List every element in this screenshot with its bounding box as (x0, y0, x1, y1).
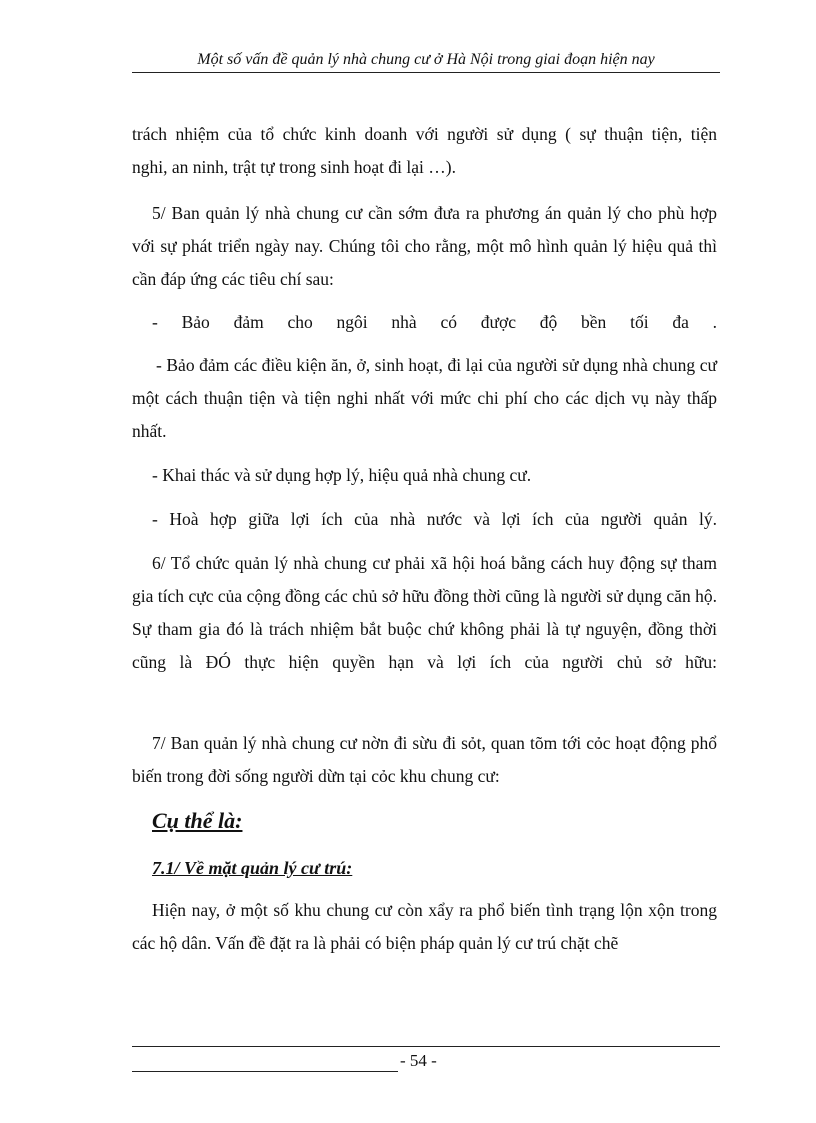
footer-rule (132, 1046, 720, 1047)
paragraph-item-5: 5/ Ban quản lý nhà chung cư cần sớm đưa ra phương án quản lý cho phù hợp với sự phát triển ngày nay. Chúng tôi cho rằng, một mô hình quản lý hiệu quả thì cần đáp ứng các tiêu chí sau: (132, 203, 717, 289)
bullet-exploitation: - Khai thác và sử dụng hợp lý, hiệu quả nhà chung cư. (152, 465, 532, 485)
bullet-durability: - Bảo đảm cho ngôi nhà có được độ bền tối đa . (152, 312, 717, 332)
header-rule (132, 72, 720, 73)
paragraph-item-7: 7/ Ban quản lý nhà chung cư nờn đi sừu đi sỏt, quan tõm tới cỏc hoạt động phổ biến trong đời sống người dừn tại cỏc khu chung cư: (132, 733, 717, 786)
page-number: - 54 - (400, 1051, 437, 1070)
heading-residence-management: 7.1/ Về mặt quản lý cư trú: (152, 858, 353, 878)
paragraph-residence: Hiện nay, ở một số khu chung cư còn xẩy ra phổ biến tình trạng lộn xộn trong các hộ dân. Vấn đề đặt ra là phải có biện pháp quản lý cư trú chặt chẽ (132, 900, 717, 953)
bullet-harmony: - Hoà hợp giữa lợi ích của nhà nước và lợi ích của người quản lý. (152, 509, 717, 529)
bullet-living-conditions: - Bảo đảm các điều kiện ăn, ở, sinh hoạt, đi lại của người sử dụng nhà chung cư một cách thuận tiện và tiện nghi nhất với mức chi phí cho các dịch vụ này thấp nhất. (132, 355, 717, 441)
paragraph-continuation-line-1: trách nhiệm của tổ chức kinh doanh với người sử dụng ( sự thuận tiện, tiện (132, 124, 717, 144)
heading-specifically: Cụ thể là: (152, 808, 243, 833)
paragraph-item-6: 6/ Tổ chức quản lý nhà chung cư phải xã hội hoá bằng cách huy động sự tham gia tích cực của cộng đồng các chủ sở hữu đồng thời cũng là người sử dụng căn hộ. Sự tham gia đó là trách nhiệm bắt buộc chứ không phải là tự nguyện, đồng thời cũng là ĐÓ thực hiện quyền hạn và lợi ích của người chủ sở hữu: (132, 553, 717, 672)
footer-rule-short (132, 1071, 398, 1072)
paragraph-continuation-line-2: nghi, an ninh, trật tự trong sinh hoạt đi lại …). (132, 157, 456, 177)
header-title: Một số vấn đề quản lý nhà chung cư ở Hà Nội trong giai đoạn hiện nay (197, 51, 655, 68)
